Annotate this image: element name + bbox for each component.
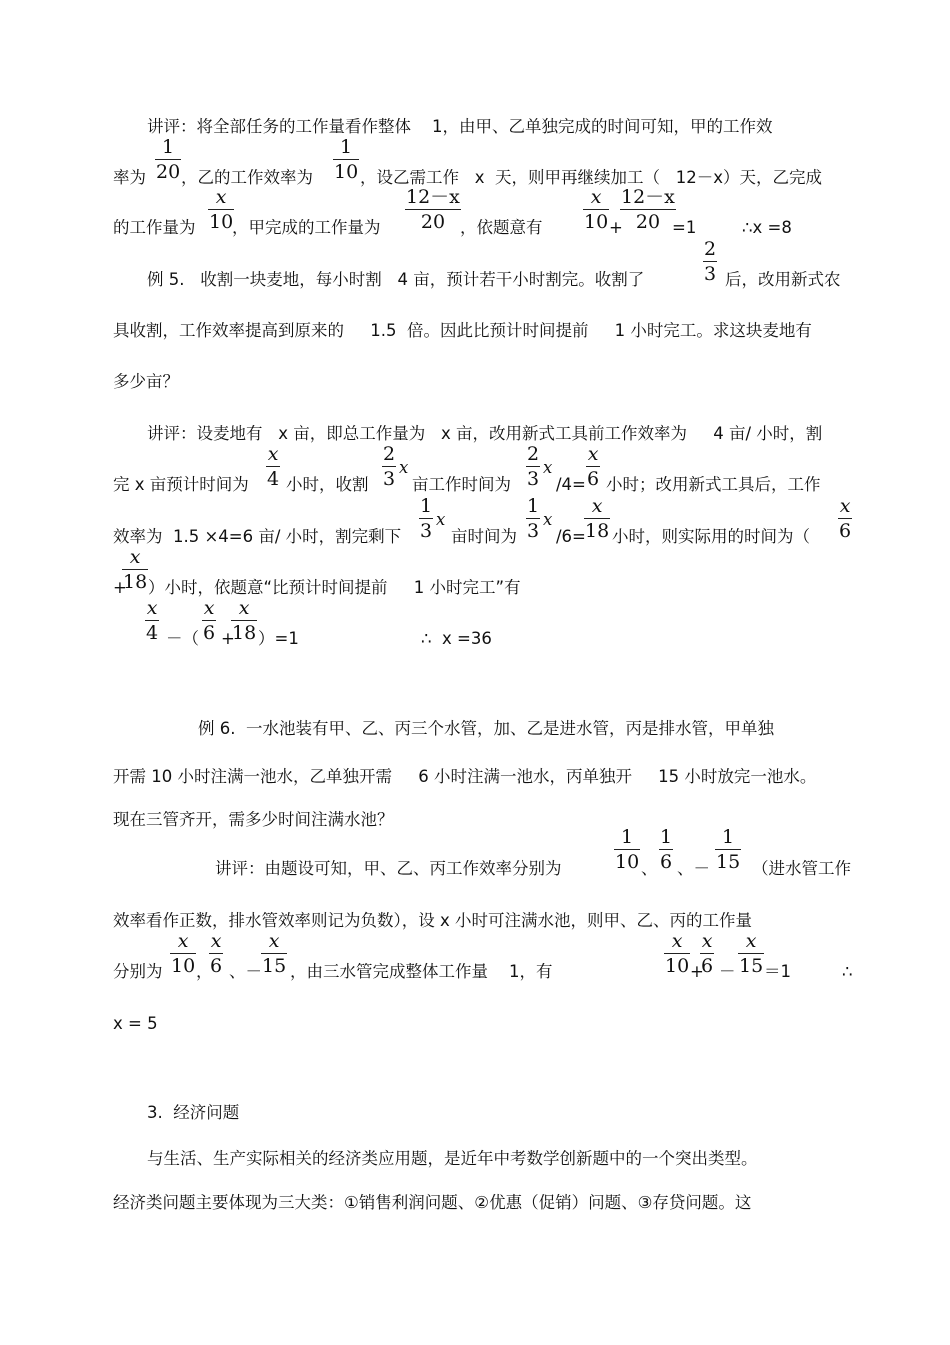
fraction: 12－x 20	[621, 186, 675, 233]
fraction: 2 3	[704, 238, 717, 285]
text-line: 现在三管齐开，需多少时间注满水池？	[113, 810, 394, 829]
text-line: ）小时，依题意“比预计时间提前 1 小时完工”有	[148, 578, 521, 597]
text-line: 、－	[229, 962, 262, 981]
text-line: ∴ x =36	[421, 629, 492, 648]
text-line: 效率为 1.5 ×4=6 亩/ 小时，割完剩下	[113, 527, 402, 546]
text-line: ）=1	[258, 629, 299, 648]
text-line: +	[113, 578, 127, 597]
variable-x: x	[399, 458, 409, 477]
fraction: 2 3	[527, 443, 540, 490]
fraction: x 4	[267, 443, 280, 490]
text-line: 亩工作时间为	[412, 475, 511, 494]
fraction: x 18	[585, 495, 610, 542]
text-line: 具收割，工作效率提高到原来的 1.5 倍。因此比预计时间提前 1 小时完工。求这块麦地有	[113, 321, 812, 340]
text-line: 讲评：将全部任务的工作量看作整体 1，由甲、乙单独完成的时间可知，甲的工作效	[147, 117, 773, 136]
fraction: 1 6	[660, 826, 673, 873]
text-line: =1	[672, 218, 697, 237]
text-line: 与生活、生产实际相关的经济类应用题，是近年中考数学创新题中的一个突出类型。	[147, 1149, 758, 1168]
text-line: 讲评：由题设可知，甲、乙、丙工作效率分别为	[215, 859, 562, 878]
fraction: 1 15	[716, 826, 741, 873]
text-line: ∴	[842, 962, 853, 981]
text-line: 率为	[113, 168, 146, 187]
fraction: x 18	[232, 597, 257, 644]
text-line: /4=	[556, 475, 586, 494]
fraction: x 6	[210, 930, 223, 977]
text-line: 小时，收割	[286, 475, 369, 494]
variable-x: x	[543, 510, 553, 529]
fraction: x 10	[209, 186, 234, 233]
text-line: ，依题意有	[460, 218, 543, 237]
variable-x: x	[436, 510, 446, 529]
fraction: x 4	[146, 597, 159, 644]
fraction: 2 3	[383, 443, 396, 490]
fraction: x 10	[584, 186, 609, 233]
text-line: 、－	[677, 859, 710, 878]
text-line: 分别为	[113, 962, 163, 981]
fraction: x 6	[587, 443, 600, 490]
variable-x: x	[543, 458, 553, 477]
fraction: 12－x 20	[406, 186, 460, 233]
text-line: ，设乙需工作 x 天，则甲再继续加工（ 12－x）天，乙完成	[360, 168, 822, 187]
text-line: 完 x 亩预计时间为	[113, 475, 249, 494]
fraction: x 15	[262, 930, 287, 977]
text-line: 的工作量为	[113, 218, 196, 237]
text-line: ∴x =8	[742, 218, 792, 237]
text-line: 小时；改用新式工具后，工作	[606, 475, 821, 494]
text-line: ，由三水管完成整体工作量 1，有	[290, 962, 553, 981]
text-line: x = 5	[113, 1014, 158, 1033]
text-line: 多少亩？	[113, 372, 179, 391]
text-line: 经济类问题主要体现为三大类：①销售利润问题、②优惠（促销）问题、③存贷问题。这	[113, 1193, 752, 1212]
text-line: （进水管工作	[752, 859, 851, 878]
text-line: ，甲完成的工作量为	[232, 218, 381, 237]
text-line: 亩时间为	[451, 527, 517, 546]
text-line: 、	[641, 859, 658, 878]
fraction: x 6	[701, 930, 714, 977]
text-line: 例 6. 一水池装有甲、乙、丙三个水管，加、乙是进水管，丙是排水管，甲单独	[198, 719, 774, 738]
fraction: x 18	[123, 546, 148, 593]
text-line: 效率看作正数，排水管效率则记为负数），设 x 小时可注满水池，则甲、乙、丙的工作量	[113, 911, 753, 930]
text-line: 讲评：设麦地有 x 亩，即总工作量为 x 亩，改用新式工具前工作效率为 4 亩/ 小时，割	[147, 424, 823, 443]
text-line: ，	[196, 962, 213, 981]
fraction: x 10	[665, 930, 690, 977]
text-line: +	[221, 629, 235, 648]
fraction: 1 10	[615, 826, 640, 873]
text-line: /6=	[556, 527, 586, 546]
text-line: +	[690, 962, 704, 981]
fraction: 1 20	[156, 136, 181, 183]
text-line: 例 5. 收割一块麦地，每小时割 4 亩，预计若干小时割完。收割了	[147, 270, 645, 289]
text-line: 后，改用新式农	[725, 270, 841, 289]
text-line: ＝1	[764, 962, 791, 981]
fraction: 1 3	[420, 495, 433, 542]
text-line: ，乙的工作效率为	[181, 168, 313, 187]
text-line: －	[719, 962, 736, 981]
fraction: x 6	[203, 597, 216, 644]
text-line: 小时，则实际用的时间为（	[612, 527, 810, 546]
fraction: x 15	[739, 930, 764, 977]
fraction: 1 10	[334, 136, 359, 183]
text-line: 开需 10 小时注满一池水，乙单独开需 6 小时注满一池水，丙单独开 15 小时放完一池水。	[113, 767, 817, 786]
text-line: +	[609, 218, 623, 237]
section-heading: 3. 经济问题	[147, 1103, 240, 1122]
fraction: x 10	[171, 930, 196, 977]
fraction: 1 3	[527, 495, 540, 542]
fraction: x 6	[839, 495, 852, 542]
text-line: －（	[166, 629, 199, 648]
